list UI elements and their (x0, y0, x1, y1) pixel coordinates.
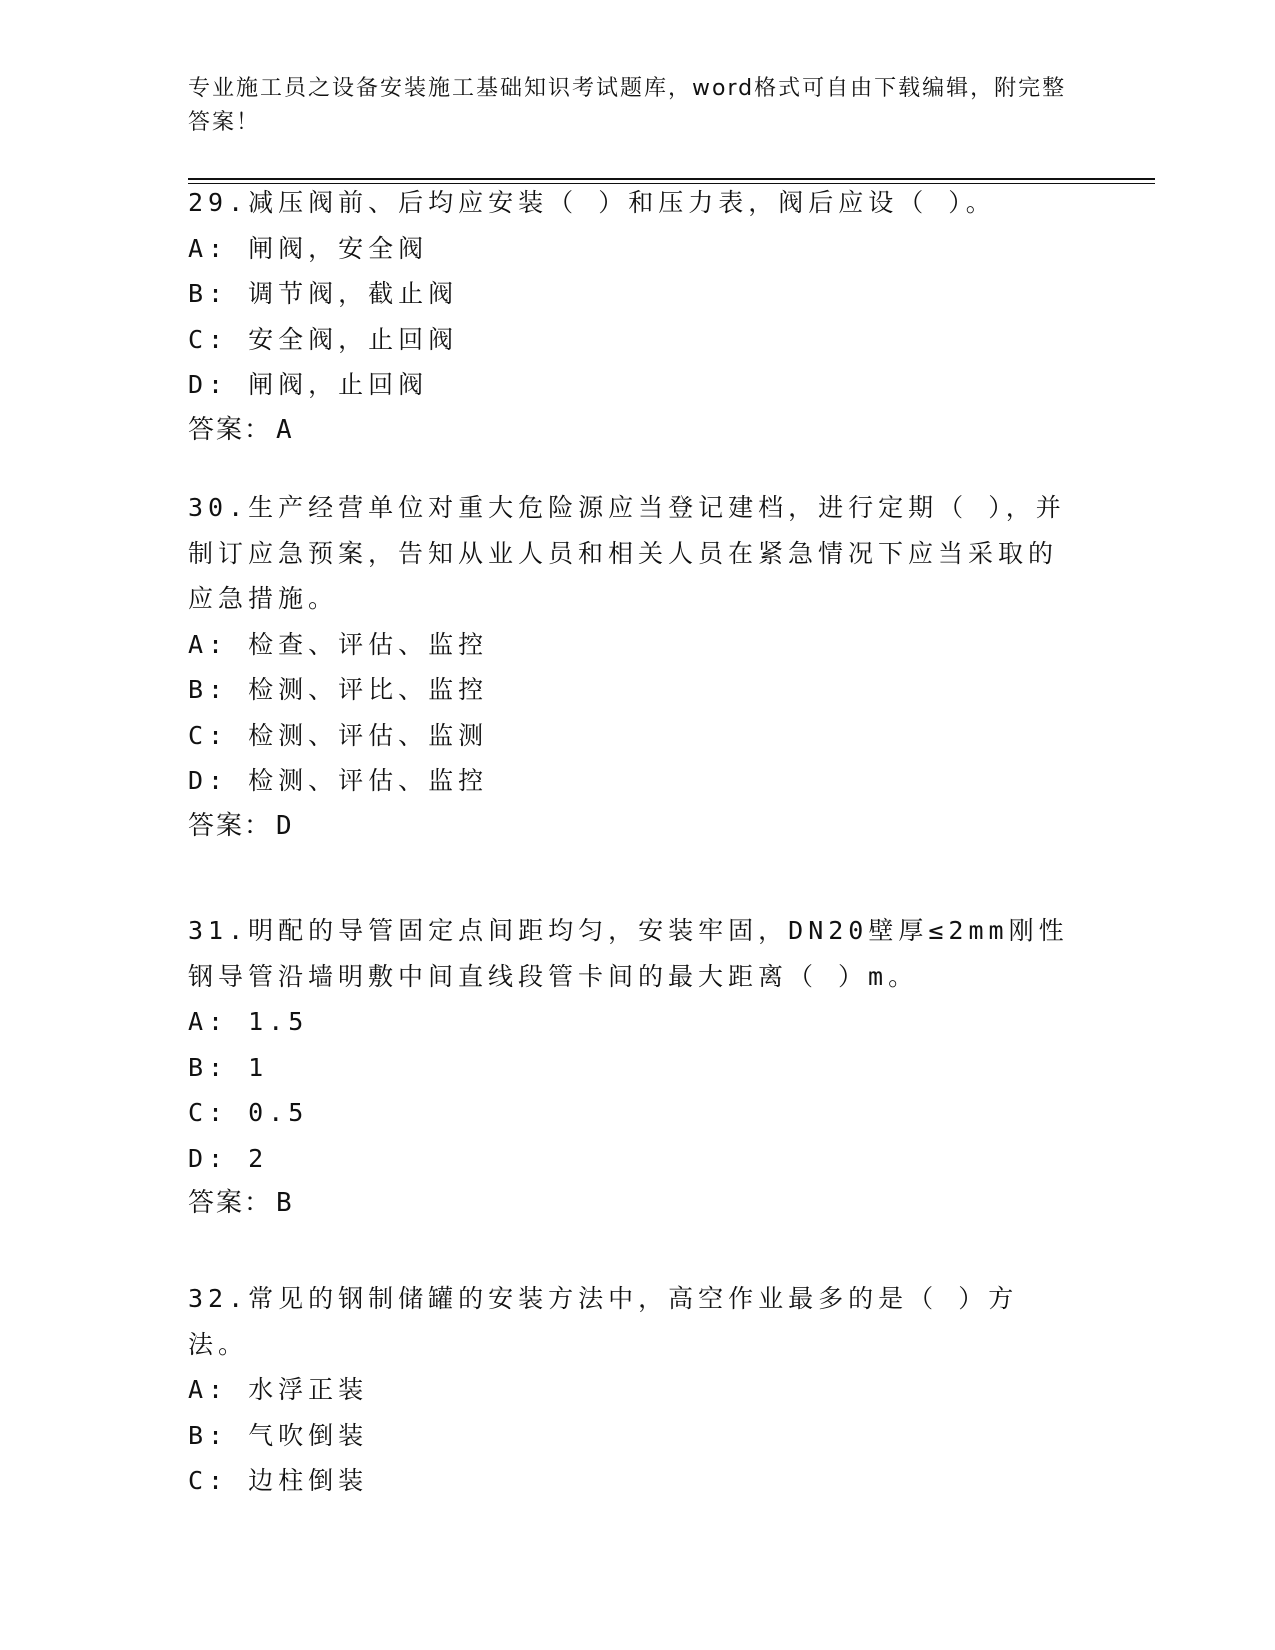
question-stem: 31.明配的导管固定点间距均匀，安装牢固，DN20壁厚≤2mm刚性钢导管沿墙明敷中间直线段管卡间的最大距离（ ）m。 (188, 916, 1069, 991)
option-a: A: 1.5 (188, 1007, 309, 1036)
option-b: B: 检测、评比、监控 (188, 675, 489, 704)
option-b: B: 调节阀，截止阀 (188, 279, 459, 308)
option-c: C: 安全阀，止回阀 (188, 324, 459, 354)
option-d: D: 2 (188, 1143, 269, 1173)
option-c: C: 0.5 (188, 1098, 309, 1127)
option-d: D: 闸阀，止回阀 (188, 370, 429, 399)
answer-label: 答案： (188, 810, 273, 841)
answer-value: D (276, 810, 294, 841)
question-stem: 32.常见的钢制储罐的安装方法中，高空作业最多的是（ ）方法。 (188, 1284, 1019, 1359)
option-c: C: 检测、评估、监测 (188, 720, 489, 750)
question-stem: 30.生产经营单位对重大危险源应当登记建档，进行定期（ ），并制订应急预案，告知从业人员和相关人员在紧急情况下应当采取的应急措施。 (188, 493, 1066, 613)
option-d: D: 检测、评估、监控 (188, 766, 489, 795)
answer-line (188, 804, 1078, 850)
question-stem: 29.减压阀前、后均应安装（ ）和压力表，阀后应设（ ）。 (188, 188, 996, 217)
answer-label: 答案： (188, 1188, 273, 1218)
answer-line (188, 1181, 1078, 1227)
option-b: B: 1 (188, 1052, 269, 1082)
answer-line (188, 408, 1078, 454)
option-a: A: 检查、评估、监控 (188, 629, 489, 659)
option-a: A: 闸阀，安全阀 (188, 233, 429, 263)
option-a: A: 水浮正装 (188, 1375, 369, 1404)
answer-value: A (276, 414, 294, 445)
question-31 (188, 908, 1078, 1227)
document-header: 专业施工员之设备安装施工基础知识考试题库，word格式可自由下载编辑，附完整答案！ (188, 76, 1067, 135)
answer-value: B (276, 1188, 294, 1218)
option-b: B: 气吹倒装 (188, 1420, 369, 1450)
question-32 (188, 1276, 1078, 1504)
option-c: C: 边柱倒装 (188, 1466, 369, 1495)
answer-label: 答案： (188, 414, 273, 445)
question-30 (188, 485, 1078, 849)
question-29 (188, 180, 1078, 453)
